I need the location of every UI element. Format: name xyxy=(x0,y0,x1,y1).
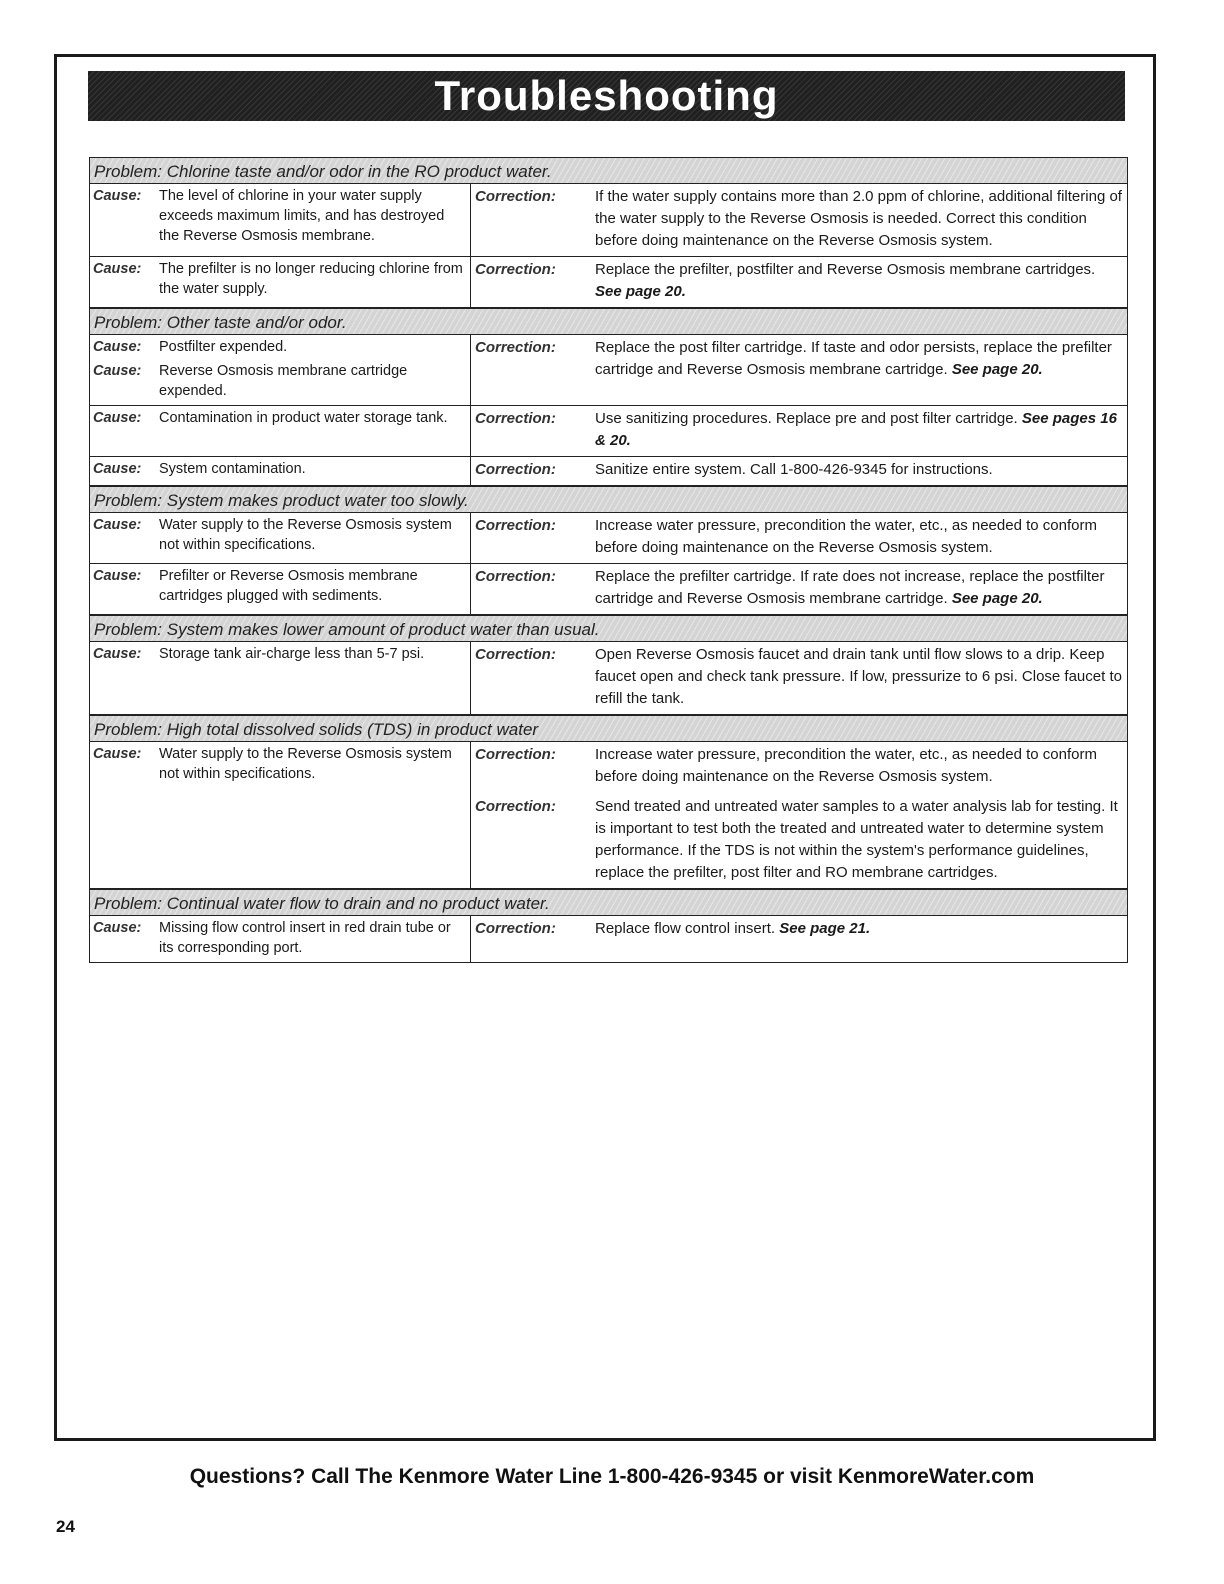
cause-correction-row xyxy=(90,184,1127,257)
correction-entry xyxy=(471,459,1123,481)
cause-text: Contamination in product water storage tank. xyxy=(159,410,448,426)
correction-label: Correction: xyxy=(475,646,556,663)
cause-text: The level of chlorine in your water supply exceeds maximum limits, and has destroyed the Reverse Osmosis membrane. xyxy=(159,188,445,244)
problem-heading: Problem: Continual water flow to drain and no product water. xyxy=(90,889,1127,916)
cause-entry xyxy=(93,566,466,606)
correction-entry xyxy=(471,408,1123,452)
problem-heading: Problem: System makes lower amount of product water than usual. xyxy=(90,615,1127,642)
page-reference: See page 21. xyxy=(779,920,871,937)
correction-entry xyxy=(471,186,1123,252)
cause-text: Reverse Osmosis membrane cartridge expended. xyxy=(159,363,408,399)
correction-text: Replace flow control insert. xyxy=(595,920,776,937)
cause-entry xyxy=(93,337,466,357)
cause-label: Cause: xyxy=(93,188,142,204)
page-reference: See page 20. xyxy=(595,283,686,300)
cause-text: Postfilter expended. xyxy=(159,339,288,355)
cause-correction-row xyxy=(90,564,1127,615)
cause-cell xyxy=(90,257,471,307)
cause-label: Cause: xyxy=(93,920,142,936)
cause-correction-row xyxy=(90,642,1127,715)
page-reference: See page 20. xyxy=(951,590,1043,607)
correction-cell xyxy=(471,742,1127,888)
cause-text: Missing flow control insert in red drain tube or its corresponding port. xyxy=(159,920,451,956)
correction-label: Correction: xyxy=(475,920,556,937)
correction-cell xyxy=(471,642,1127,714)
correction-body xyxy=(595,515,1123,559)
cause-label: Cause: xyxy=(93,646,142,662)
correction-body xyxy=(595,566,1123,610)
cause-entry xyxy=(93,459,466,479)
correction-text: Replace the post filter cartridge. If taste and odor persists, replace the prefilter cartridge and Reverse Osmosis membrane cartridge. xyxy=(595,339,1112,378)
correction-text: Sanitize entire system. Call 1-800-426-9345 for instructions. xyxy=(595,461,993,478)
cause-cell xyxy=(90,742,471,888)
correction-cell xyxy=(471,335,1127,405)
correction-body xyxy=(595,918,1123,940)
correction-cell xyxy=(471,916,1127,962)
correction-text: Increase water pressure, precondition the water, etc., as needed to conform before doing maintenance on the Reverse Osmosis system. xyxy=(595,517,1097,556)
cause-text: Storage tank air-charge less than 5-7 psi. xyxy=(159,646,425,662)
problem-heading: Problem: System makes product water too slowly. xyxy=(90,486,1127,513)
page-title: Troubleshooting xyxy=(434,72,779,119)
correction-label: Correction: xyxy=(475,568,556,585)
cause-correction-row xyxy=(90,257,1127,308)
correction-label: Correction: xyxy=(475,410,556,427)
cause-label: Cause: xyxy=(93,568,142,584)
problem-heading: Problem: Other taste and/or odor. xyxy=(90,308,1127,335)
problem-heading: Problem: Chlorine taste and/or odor in the RO product water. xyxy=(90,157,1127,184)
cause-text: System contamination. xyxy=(159,461,306,477)
cause-label: Cause: xyxy=(93,363,142,379)
cause-entry xyxy=(93,259,466,299)
correction-text: Open Reverse Osmosis faucet and drain tank until flow slows to a drip. Keep faucet open and check tank pressure. If low, pressurize to 6 psi. Close faucet to refill the tank. xyxy=(595,646,1122,707)
cause-cell xyxy=(90,335,471,405)
correction-entry xyxy=(471,566,1123,610)
correction-body xyxy=(595,186,1123,252)
correction-body xyxy=(595,337,1123,381)
correction-body xyxy=(595,644,1123,710)
correction-cell xyxy=(471,564,1127,614)
correction-label: Correction: xyxy=(475,339,556,356)
cause-label: Cause: xyxy=(93,410,142,426)
help-line-footer: Questions? Call The Kenmore Water Line 1-800-426-9345 or visit KenmoreWater.com xyxy=(189,1465,1035,1488)
cause-text: Prefilter or Reverse Osmosis membrane cartridges plugged with sediments. xyxy=(159,568,418,604)
correction-cell xyxy=(471,513,1127,563)
correction-body xyxy=(595,259,1123,303)
correction-text: Replace the prefilter cartridge. If rate does not increase, replace the postfilter cartridge and Reverse Osmosis membrane cartridge. xyxy=(595,568,1105,607)
correction-label: Correction: xyxy=(475,746,556,763)
correction-text: Increase water pressure, precondition the water, etc., as needed to conform before doing maintenance on the Reverse Osmosis system. xyxy=(595,746,1097,785)
cause-cell xyxy=(90,406,471,456)
cause-correction-row xyxy=(90,916,1127,962)
correction-entry xyxy=(471,337,1123,381)
correction-entry xyxy=(471,744,1123,788)
correction-label: Correction: xyxy=(475,461,556,478)
cause-text: Water supply to the Reverse Osmosis system not within specifications. xyxy=(159,746,452,782)
correction-body xyxy=(595,408,1123,452)
correction-cell xyxy=(471,457,1127,485)
correction-cell xyxy=(471,257,1127,307)
correction-label: Correction: xyxy=(475,188,556,205)
cause-cell xyxy=(90,513,471,563)
correction-cell xyxy=(471,406,1127,456)
page-reference: See pages 16 & 20. xyxy=(595,410,1117,449)
cause-cell xyxy=(90,457,471,485)
page-reference: See page 20. xyxy=(951,361,1043,378)
cause-entry xyxy=(93,744,466,784)
cause-label: Cause: xyxy=(93,261,142,277)
cause-entry xyxy=(93,644,466,664)
correction-text: If the water supply contains more than 2.0 ppm of chlorine, additional filtering of the water supply to the Reverse Osmosis is needed. Correct this condition before doing maintenance on the Reverse Osmosis system. xyxy=(595,188,1122,249)
cause-entry xyxy=(93,361,466,401)
cause-correction-row xyxy=(90,513,1127,564)
cause-cell xyxy=(90,184,471,256)
cause-entry xyxy=(93,186,466,246)
correction-entry xyxy=(471,796,1123,884)
cause-label: Cause: xyxy=(93,746,142,762)
cause-cell xyxy=(90,642,471,714)
cause-correction-row xyxy=(90,335,1127,406)
cause-text: The prefilter is no longer reducing chlorine from the water supply. xyxy=(159,261,463,297)
cause-label: Cause: xyxy=(93,461,142,477)
correction-entry xyxy=(471,918,1123,940)
troubleshooting-table xyxy=(89,157,1128,963)
cause-entry xyxy=(93,515,466,555)
cause-cell xyxy=(90,916,471,962)
cause-text: Water supply to the Reverse Osmosis system not within specifications. xyxy=(159,517,452,553)
cause-correction-row xyxy=(90,457,1127,486)
correction-entry xyxy=(471,644,1123,710)
cause-correction-row xyxy=(90,742,1127,889)
page-number: 24 xyxy=(56,1517,75,1536)
correction-text: Send treated and untreated water samples to a water analysis lab for testing. It is important to test both the treated and untreated water to determine system performance. If the TDS is not within the system's performance guidelines, replace the prefilter, post filter and RO membrane cartridges. xyxy=(595,798,1118,881)
correction-label: Correction: xyxy=(475,798,556,815)
correction-body xyxy=(595,744,1123,788)
cause-entry xyxy=(93,918,466,958)
correction-text: Replace the prefilter, postfilter and Reverse Osmosis membrane cartridges. xyxy=(595,261,1096,278)
cause-cell xyxy=(90,564,471,614)
correction-text: Use sanitizing procedures. Replace pre and post filter cartridge. xyxy=(595,410,1018,427)
correction-label: Correction: xyxy=(475,261,556,278)
correction-entry xyxy=(471,515,1123,559)
cause-correction-row xyxy=(90,406,1127,457)
cause-label: Cause: xyxy=(93,339,142,355)
cause-entry xyxy=(93,408,466,428)
title-banner xyxy=(88,71,1125,121)
correction-cell xyxy=(471,184,1127,256)
correction-body xyxy=(595,459,1123,481)
correction-entry xyxy=(471,259,1123,303)
problem-heading: Problem: High total dissolved solids (TDS) in product water xyxy=(90,715,1127,742)
cause-label: Cause: xyxy=(93,517,142,533)
correction-label: Correction: xyxy=(475,517,556,534)
correction-body xyxy=(595,796,1123,884)
